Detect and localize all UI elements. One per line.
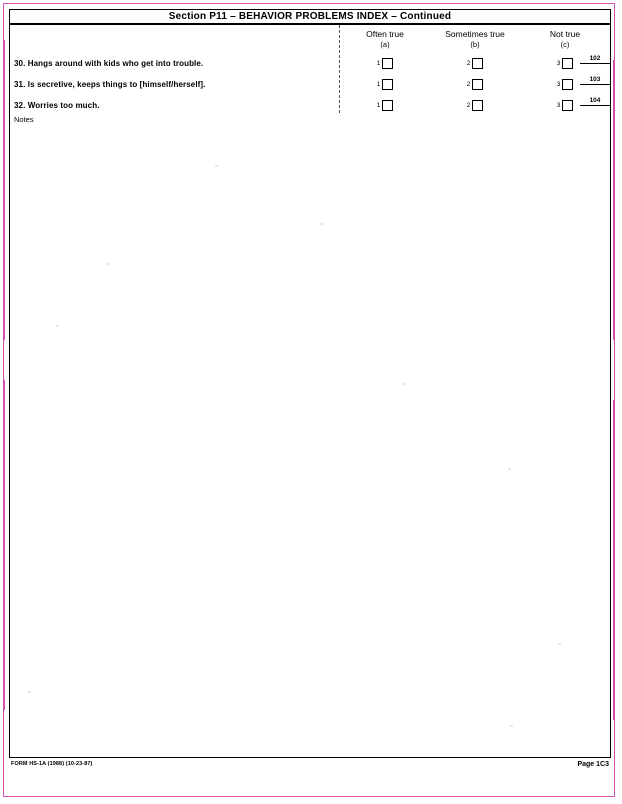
header-sub-often-true: (a) [380,39,390,49]
header-label-often-true: Often true [366,29,404,39]
scan-speck [402,383,405,385]
header-sub-not-true: (c) [560,39,570,49]
checkbox-31-sometimes-true[interactable] [472,79,483,90]
checkbox-30-sometimes-true[interactable] [472,58,483,69]
table-header-row [10,25,610,53]
section-title: Section P11 – BEHAVIOR PROBLEMS INDEX – Continued [9,9,611,25]
item-number-102: 102 [580,54,610,64]
answer-cell-31-often-true[interactable] [340,74,430,95]
page-footer [9,761,611,775]
questions-grid [9,25,611,117]
edge-mark-right-lower [613,400,615,720]
page-number: Page 1C3 [577,761,609,768]
header-label-sometimes-true: Sometimes true [445,29,505,39]
header-column-often-true [340,25,430,53]
notes-label: Notes [14,115,34,124]
scan-speck [106,263,109,265]
header-label-not-true: Not true [549,29,581,39]
scan-speck [320,223,323,225]
scan-speck [28,691,31,693]
option-number-31-a: 1 [376,80,381,88]
scan-speck [558,643,561,645]
edge-mark-left-lower [3,380,5,710]
option-number-31-b: 2 [466,80,471,88]
table-row [10,53,610,74]
checkbox-31-not-true[interactable] [562,79,573,90]
option-number-32-a: 1 [376,101,381,109]
answer-cell-31-sometimes-true[interactable] [430,74,520,95]
scan-speck [215,165,218,167]
option-number-32-b: 2 [466,101,471,109]
option-number-30-a: 1 [376,59,381,67]
notes-area[interactable] [9,113,611,758]
form-sheet [9,9,611,791]
option-number-30-b: 2 [466,59,471,67]
questions-table [10,25,610,116]
header-sub-sometimes-true: (b) [470,39,480,49]
edge-mark-right-upper [613,60,615,340]
option-number-30-c: 3 [556,59,561,67]
option-number-31-c: 3 [556,80,561,88]
checkbox-30-not-true[interactable] [562,58,573,69]
edge-mark-left-upper [3,40,5,340]
question-text-31: 31. Is secretive, keeps things to [himself/herself]. [14,80,206,89]
header-column-not-true [520,25,610,53]
answer-cell-30-sometimes-true[interactable] [430,53,520,74]
scan-speck [510,725,513,727]
option-number-32-c: 3 [556,101,561,109]
header-question-column [10,25,340,53]
scan-speck [508,468,511,470]
question-text-30: 30. Hangs around with kids who get into trouble. [14,59,204,68]
form-identifier: FORM HS-1A (1988) (10-23-87) [11,761,93,767]
header-column-sometimes-true [430,25,520,53]
question-column-divider [339,25,340,113]
item-number-103: 103 [580,75,610,85]
checkbox-32-often-true[interactable] [382,100,393,111]
checkbox-31-often-true[interactable] [382,79,393,90]
checkbox-32-not-true[interactable] [562,100,573,111]
answer-cell-30-often-true[interactable] [340,53,430,74]
item-number-104: 104 [580,96,610,106]
scan-speck [56,325,59,327]
checkbox-30-often-true[interactable] [382,58,393,69]
checkbox-32-sometimes-true[interactable] [472,100,483,111]
table-row [10,74,610,95]
question-text-32: 32. Worries too much. [14,101,100,110]
